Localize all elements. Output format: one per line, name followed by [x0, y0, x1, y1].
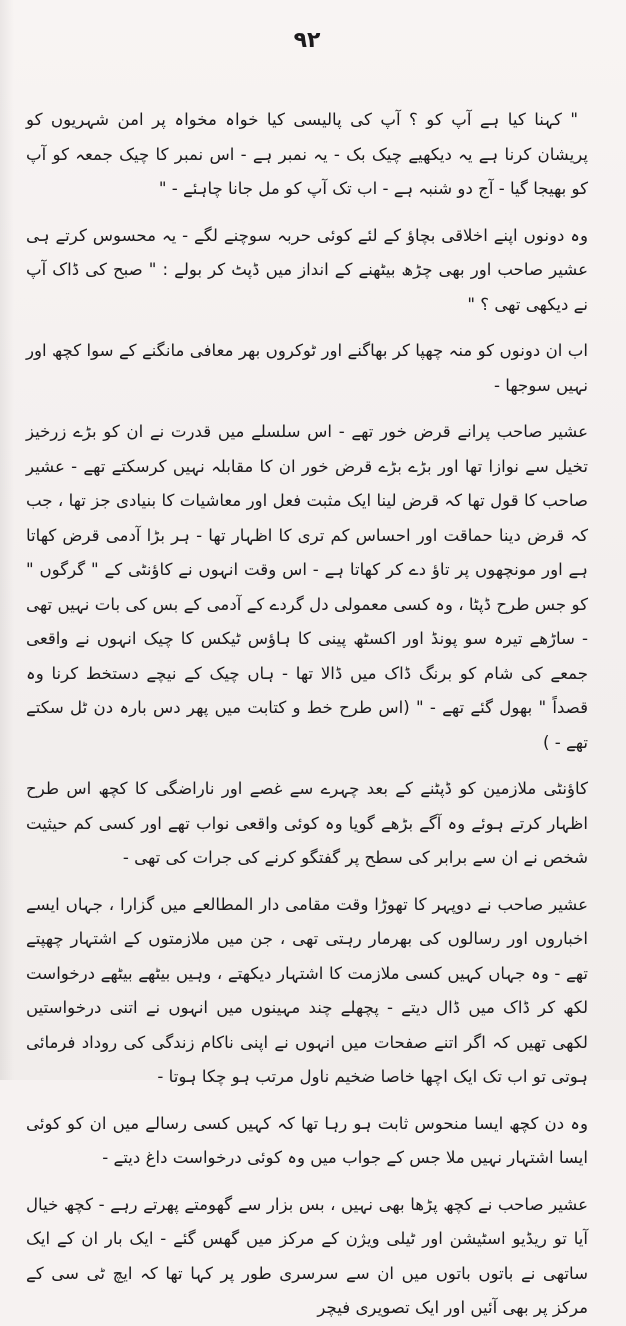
paragraph-8: عشیر صاحب نے کچھ پڑھا بھی نہیں ، بس بزار سے گھومتے پھرتے رہے - کچھ خیال آیا تو ریڈیو اسٹیشن اور ٹیلی ویژن کے مرکز میں گھس گئے - ایک بار ان کے ایک ساتھی نے باتوں باتوں میں ان سے سرسری طور پر کہا تھا کہ ایچ ٹی سی کے مرکز پر بھی آئیں اور ایک تصویری فیچر: [26, 1194, 588, 1317]
body-text: [26, 103, 588, 1326]
paragraph-5: کاؤنٹی ملازمین کو ڈپٹنے کے بعد چہرے سے غصے اور ناراضگی کا کچھ اس طرح اظہار کرتے ہوئے وہ آگے بڑھے گویا وہ کوئی واقعی نواب تھے اور کسی کم حیثیت شخص نے ان سے برابر کی سطح پر گفتگو کرنے کی جرات کی تھی -: [26, 779, 588, 867]
paragraph-2: وہ دونوں اپنے اخلاقی بچاؤ کے لئے کوئی حربہ سوچنے لگے - یہ محسوس کرتے ہی عشیر صاحب اور بھی چڑھ بیٹھنے کے انداز میں ڈپٹ کر بولے : " صبح کی ڈاک آپ نے دیکھی تھی ؟ ": [26, 225, 588, 314]
paragraph-7: وہ دن کچھ ایسا منحوس ثابت ہو رہا تھا کہ کہیں کسی رسالے میں ان کو کوئی ایسا اشتہار نہیں ملا جس کے جواب میں وہ کوئی درخواست داغ دیتے -: [26, 1113, 588, 1167]
paragraph-4: عشیر صاحب پرانے قرض خور تھے - اس سلسلے میں قدرت نے ان کو بڑے زرخیز تخیل سے نوازا تھا اور بڑے بڑے قرض خور ان کا مقابلہ نہیں کرسکتے تھے - عشیر صاحب کا قول تھا کہ قرض لینا ایک مثبت فعل اور معاشیات کا بنیادی جز تھا ، جب کہ قرض دینا حماقت اور احساس کم تری کا اظہار تھا - ہر بڑا آدمی قرض کھاتا ہے اور مونچھوں پر تاؤ دے کر کھاتا ہے - اس وقت انہوں نے کاؤنٹی کے " گرگوں " کو جس طرح ڈپٹا ، وہ کسی معمولی دل گردے کے آدمی کے بس کی بات نہیں تھی - ساڑھے تیرہ سو پونڈ اور اکسٹھ پینی کا ہاؤس ٹیکس کا چیک انہوں نے واقعی جمعے کی شام کو برنگ ڈاک میں ڈالا تھا - ہاں چیک کے نیچے دستخط کرنا وہ قصداً " بھول گئے تھے - " (اس طرح خط و کتابت میں پھر دس بارہ دن ٹل سکتے تھے - ): [26, 422, 588, 752]
page-number: ۹۲: [293, 28, 321, 53]
paragraph-6: عشیر صاحب نے دوپہر کا تھوڑا وقت مقامی دار المطالعے میں گزارا ، جہاں ایسے اخباروں اور رسالوں کی بھرمار رہتی تھی ، جن میں ملازمتوں کے اشتہار چھپتے تھے - وہ جہاں کہیں کسی ملازمت کا اشتہار دیکھتے ، وہیں بیٹھے بیٹھے درخواست لکھ کر ڈاک میں ڈال دیتے - پچھلے چند مہینوں میں انہوں نے اتنی درخواستیں لکھی تھیں کہ اگر اتنے صفحات میں انہوں نے اپنی ناکام زندگی کی روداد فرمائی ہوتی تو اب تک ایک اچھا خاصا ضخیم ناول مرتب ہو چکا ہوتا -: [26, 894, 588, 1086]
paragraph-1: " کہنا کیا ہے آپ کو ؟ آپ کی پالیسی کیا خواہ مخواہ پر امن شہریوں کو پریشان کرنا ہے یہ دیکھیے چیک بک - یہ نمبر ہے - اس نمبر کا چیک جمعہ کو آپ کو بھیجا گیا - آج دو شنبہ ہے - اب تک آپ کو مل جانا چاہئے - ": [26, 110, 588, 198]
paragraph-3: اب ان دونوں کو منہ چھپا کر بھاگنے اور ٹوکروں بھر معافی مانگنے کے سوا کچھ اور نہیں سوجھا -: [26, 341, 588, 395]
page-fold-shadow: [0, 0, 14, 1080]
